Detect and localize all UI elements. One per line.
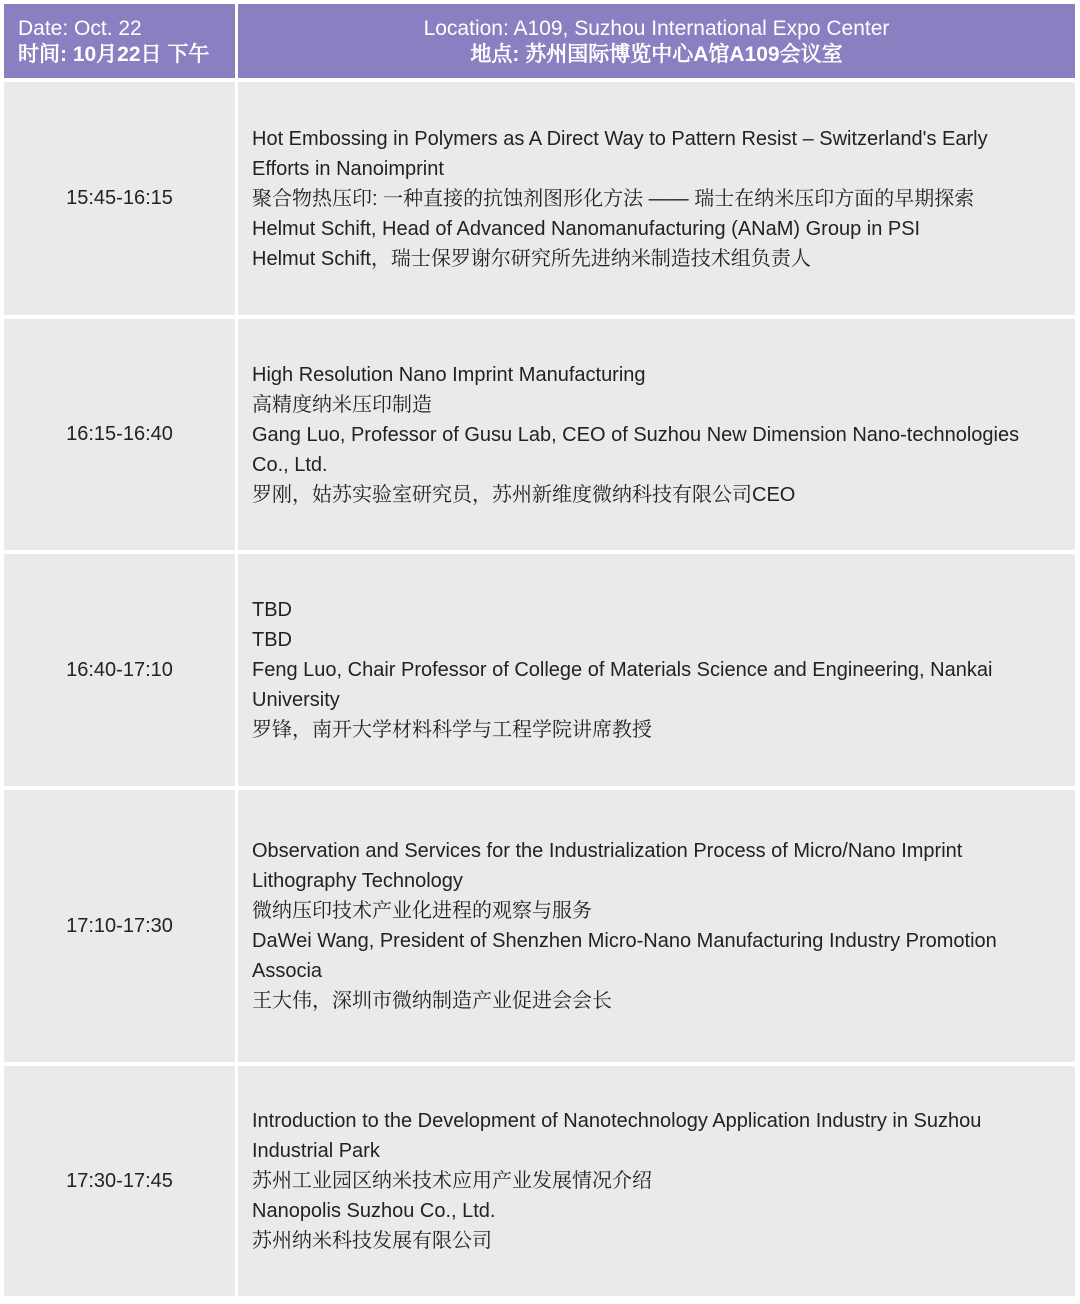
session-line: DaWei Wang, President of Shenzhen Micro-Nano Manufacturing Industry Promotion bbox=[252, 930, 997, 952]
session-line: Nanopolis Suzhou Co., Ltd. bbox=[252, 1200, 496, 1222]
session-line: Observation and Services for the Industrialization Process of Micro/Nano Imprint bbox=[252, 840, 963, 862]
session-line: Lithography Technology bbox=[252, 870, 463, 892]
location-zh: 地点: 苏州国际博览中心A馆A109会议室 bbox=[470, 43, 843, 66]
session-row bbox=[4, 790, 1075, 1062]
session-line: TBD bbox=[252, 599, 292, 621]
session-line: High Resolution Nano Imprint Manufacturing bbox=[252, 363, 646, 386]
session-line: Introduction to the Development of Nanotechnology Application Industry in Suzhou bbox=[252, 1110, 982, 1132]
session-line: 罗锋，南开大学材料科学与工程学院讲席教授 bbox=[252, 719, 652, 741]
location-en: Location: A109, Suzhou International Expo Center bbox=[423, 17, 890, 40]
session-line: 罗刚，姑苏实验室研究员，苏州新维度微纳科技有限公司CEO bbox=[252, 483, 796, 506]
location-header-cell bbox=[238, 4, 1075, 78]
session-row bbox=[4, 1066, 1075, 1296]
session-row bbox=[4, 82, 1075, 315]
session-line: Helmut Schift，瑞士保罗谢尔研究所先进纳米制造技术组负责人 bbox=[252, 247, 811, 270]
session-time: 17:10-17:30 bbox=[4, 790, 235, 1062]
session-line: Gang Luo, Professor of Gusu Lab, CEO of Suzhou New Dimension Nano-technologies bbox=[252, 423, 1020, 446]
session-details bbox=[238, 1066, 1075, 1296]
session-line: TBD bbox=[252, 629, 292, 651]
session-details bbox=[238, 82, 1075, 315]
agenda-header bbox=[4, 4, 1075, 78]
session-line: 高精度纳米压印制造 bbox=[252, 393, 432, 416]
session-line: Helmut Schift, Head of Advanced Nanomanufacturing (ANaM) Group in PSI bbox=[252, 217, 921, 240]
session-line: 聚合物热压印: 一种直接的抗蚀剂图形化方法 —— 瑞士在纳米压印方面的早期探索 bbox=[252, 187, 975, 210]
session-line: Hot Embossing in Polymers as A Direct Way to Pattern Resist – Switzerland's Early bbox=[252, 127, 988, 150]
agenda-table bbox=[4, 4, 1075, 1296]
session-line: Associa bbox=[252, 960, 323, 982]
session-line: Co., Ltd. bbox=[252, 453, 328, 476]
date-en: Date: Oct. 22 bbox=[18, 17, 142, 40]
session-line: University bbox=[252, 689, 340, 711]
session-details bbox=[238, 790, 1075, 1062]
session-line: 王大伟，深圳市微纳制造产业促进会会长 bbox=[252, 990, 612, 1012]
session-row bbox=[4, 319, 1075, 550]
session-details bbox=[238, 554, 1075, 786]
session-row bbox=[4, 554, 1075, 786]
session-line: 苏州纳米科技发展有限公司 bbox=[252, 1230, 492, 1252]
session-line: Industrial Park bbox=[252, 1140, 380, 1162]
session-time: 17:30-17:45 bbox=[4, 1066, 235, 1296]
session-line: 苏州工业园区纳米技术应用产业发展情况介绍 bbox=[252, 1170, 652, 1192]
session-time: 16:40-17:10 bbox=[4, 554, 235, 786]
date-zh: 时间: 10月22日 下午 bbox=[18, 43, 210, 66]
date-header-cell bbox=[4, 4, 235, 78]
session-line: Efforts in Nanoimprint bbox=[252, 157, 444, 180]
session-time: 16:15-16:40 bbox=[4, 319, 235, 550]
session-line: 微纳压印技术产业化进程的观察与服务 bbox=[252, 900, 592, 922]
session-line: Feng Luo, Chair Professor of College of Materials Science and Engineering, Nankai bbox=[252, 659, 993, 681]
session-details bbox=[238, 319, 1075, 550]
session-time: 15:45-16:15 bbox=[4, 82, 235, 315]
